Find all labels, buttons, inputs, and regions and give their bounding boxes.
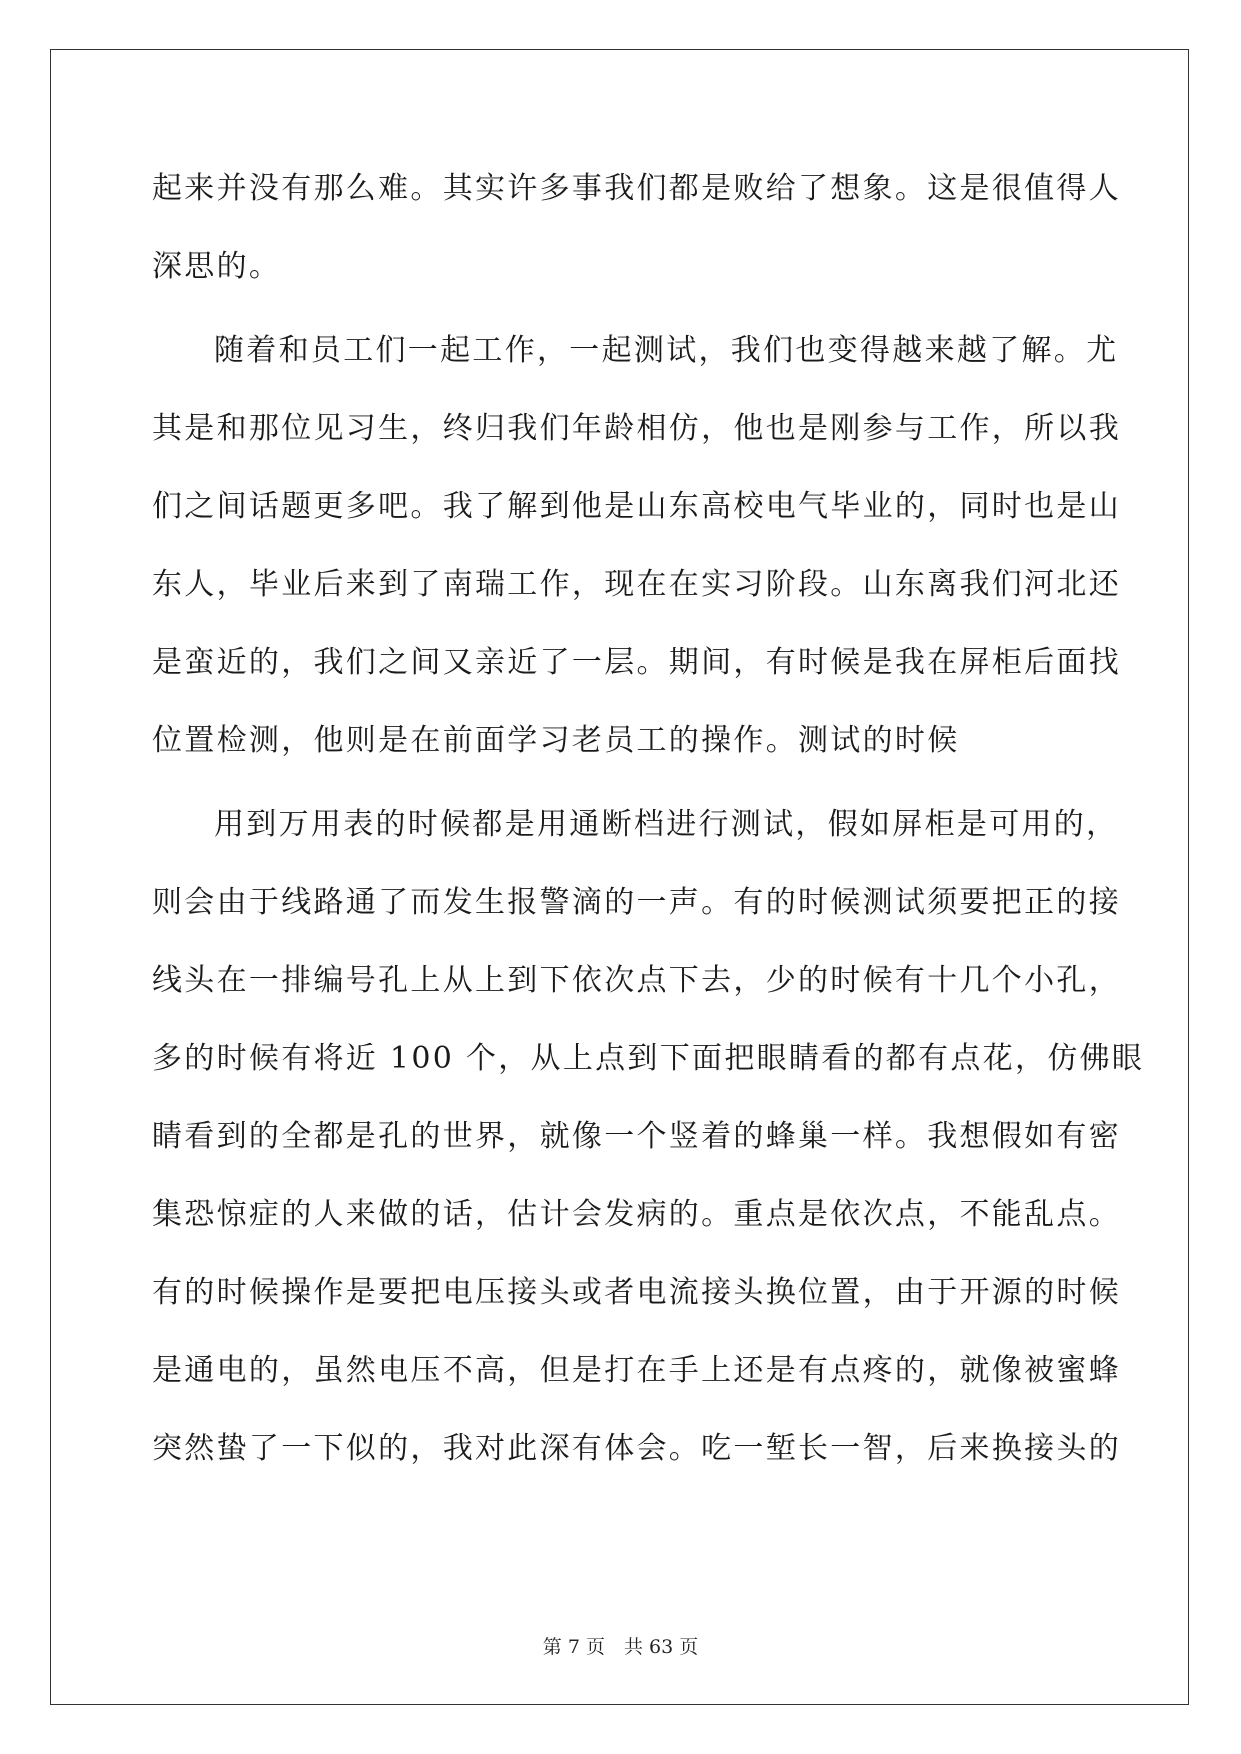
paragraph-line: 则会由于线路通了而发生报警滴的一声。有的时候测试须要把正的接	[152, 885, 1121, 920]
paragraph-line: 起来并没有那么难。其实许多事我们都是败给了想象。这是很值得人	[152, 171, 1121, 206]
paragraph-1	[152, 150, 1121, 306]
paragraph-line: 用到万用表的时候都是用通断档进行测试，假如屏柜是可用的，	[214, 807, 1119, 842]
paragraph-line: 位置检测，他则是在前面学习老员工的操作。测试的时候	[152, 723, 960, 758]
paragraph-line: 们之间话题更多吧。我了解到他是山东高校电气毕业的，同时也是山	[152, 489, 1121, 524]
page-number-footer: 第 7 页 共 63 页	[542, 1636, 699, 1658]
paragraph-line: 集恐惊症的人来做的话，估计会发病的。重点是依次点，不能乱点。	[152, 1197, 1121, 1232]
paragraph-line: 是蛮近的，我们之间又亲近了一层。期间，有时候是我在屏柜后面找	[152, 645, 1121, 680]
paragraph-line: 其是和那位见习生，终归我们年龄相仿，他也是刚参与工作，所以我	[152, 411, 1121, 446]
paragraph-line: 是通电的，虽然电压不高，但是打在手上还是有点疼的，就像被蜜蜂	[152, 1353, 1121, 1388]
paragraph-2	[152, 312, 1121, 780]
paragraph-line: 东人，毕业后来到了南瑞工作，现在在实习阶段。山东离我们河北还	[152, 567, 1121, 602]
paragraph-line: 随着和员工们一起工作，一起测试，我们也变得越来越了解。尤	[214, 333, 1119, 368]
document-body	[152, 150, 1145, 1488]
paragraph-line: 有的时候操作是要把电压接头或者电流接头换位置，由于开源的时候	[152, 1275, 1121, 1310]
paragraph-line: 多的时候有将近 100 个，从上点到下面把眼睛看的都有点花，仿佛眼	[152, 1041, 1145, 1076]
paragraph-line: 突然蛰了一下似的，我对此深有体会。吃一堑长一智，后来换接头的	[152, 1431, 1121, 1466]
paragraph-line: 深思的。	[152, 249, 282, 284]
paragraph-line: 睛看到的全都是孔的世界，就像一个竖着的蜂巢一样。我想假如有密	[152, 1119, 1121, 1154]
paragraph-3	[152, 786, 1145, 1488]
paragraph-line: 线头在一排编号孔上从上到下依次点下去，少的时候有十几个小孔，	[152, 963, 1121, 998]
